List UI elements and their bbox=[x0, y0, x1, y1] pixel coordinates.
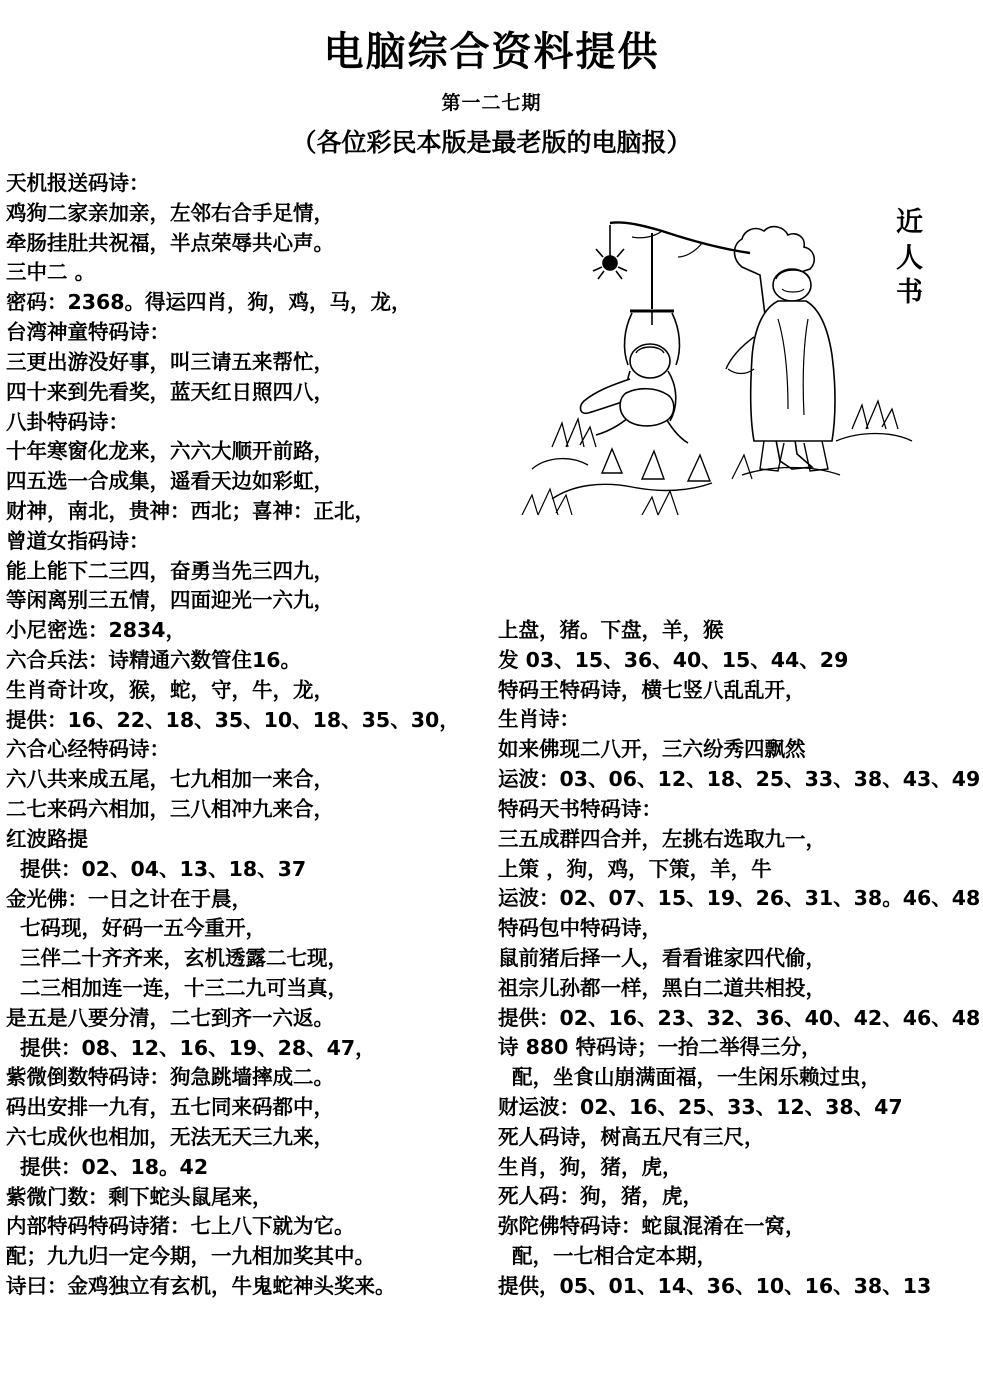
svg-text:近: 近 bbox=[896, 207, 923, 238]
right-text-column bbox=[498, 616, 983, 1302]
text-line: 弥陀佛特码诗：蛇鼠混淆在一窝， bbox=[498, 1214, 806, 1239]
text-line: 七码现，好码一五今重开， bbox=[20, 916, 266, 941]
text-line: 台湾神童特码诗： bbox=[6, 320, 170, 345]
svg-text:人: 人 bbox=[896, 243, 923, 274]
seal-calligraphy bbox=[896, 207, 923, 308]
text-line: 内部特码特码诗猪：七上八下就为它。 bbox=[6, 1214, 355, 1239]
text-line: 提供：02、18。42 bbox=[20, 1154, 209, 1179]
text-line: 三五成群四合并，左挑右选取九一， bbox=[498, 826, 826, 851]
issue-number: 第一二七期 bbox=[441, 92, 542, 114]
page-subtitle: （各位彩民本版是最老版的电脑报） bbox=[291, 128, 692, 157]
text-line: 鼠前猪后择一人，看看谁家四代偷， bbox=[498, 945, 826, 970]
text-line: 二七来码六相加，三八相冲九来合， bbox=[6, 797, 334, 822]
text-line: 祖宗儿孙都一样，黑白二道共相投， bbox=[498, 975, 826, 1000]
text-line: 诗曰：金鸡独立有玄机，牛鬼蛇神头奖来。 bbox=[6, 1274, 396, 1299]
text-line: 提供：08、12、16、19、28、47， bbox=[20, 1035, 376, 1060]
text-line: 等闲离别三五情，四面迎光一六九， bbox=[6, 588, 334, 613]
text-line: 生肖，狗，猪，虎， bbox=[498, 1154, 683, 1179]
text-line: 是五是八要分清，二七到齐一六返。 bbox=[6, 1005, 334, 1030]
text-line: 上盘，猪。下盘，羊，猴 bbox=[498, 618, 724, 642]
text-line: 特码天书特码诗： bbox=[498, 796, 662, 821]
text-line: 配；九九归一定今期，一九相加奖其中。 bbox=[6, 1244, 375, 1269]
text-line: 密码：2368。得运四肖，狗，鸡，马，龙， bbox=[6, 290, 412, 315]
text-line: 十年寒窗化龙来，六六大顺开前路， bbox=[6, 439, 334, 464]
text-line: 特码王特码诗，横七竖八乱乱开， bbox=[498, 677, 806, 702]
text-line: 四五选一合成集，遥看天边如彩虹， bbox=[6, 469, 334, 494]
text-line: 如来佛现二八开，三六纷秀四飘然 bbox=[498, 737, 806, 762]
text-line: 生肖诗： bbox=[498, 707, 580, 732]
text-line: 生肖奇计攻，猴，蛇，守，牛，龙， bbox=[6, 677, 334, 702]
text-line: 配，坐食山崩满面福，一生闲乐赖过虫， bbox=[512, 1065, 881, 1090]
text-line: 提供：16、22、18、35、10、18、35、30， bbox=[6, 707, 460, 732]
text-line: 小尼密选：2834， bbox=[6, 618, 187, 643]
text-line: 六八共来成五尾，七九相加一来合， bbox=[6, 767, 334, 792]
text-line: 四十来到先看奖，蓝天红日照四八， bbox=[6, 379, 334, 404]
text-line: 二三相加连一连，十三二九可当真， bbox=[20, 975, 348, 1000]
text-line: 财神，南北，贵神：西北；喜神：正北， bbox=[6, 498, 375, 523]
text-line: 六七成伙也相加，无法无天三九来， bbox=[6, 1125, 334, 1149]
text-line: 提供：02、04、13、18、37 bbox=[20, 856, 307, 881]
left-text-column bbox=[6, 169, 496, 1302]
text-line: 金光佛：一日之计在于晨， bbox=[6, 886, 252, 911]
page-title: 电脑综合资料提供 bbox=[323, 29, 660, 75]
text-line: 三伴二十齐齐来，玄机透露二七现， bbox=[20, 946, 348, 971]
text-line: 六合心经特码诗： bbox=[6, 737, 170, 762]
text-line: 八卦特码诗： bbox=[6, 409, 129, 434]
text-line: 配，一七相合定本期， bbox=[512, 1244, 717, 1269]
text-line: 紫微门数：剩下蛇头鼠尾来， bbox=[6, 1184, 273, 1209]
text-line: 能上能下二三四，奋勇当先三四九， bbox=[6, 558, 334, 583]
text-line: 曾道女指码诗： bbox=[6, 528, 150, 553]
text-line: 死人码诗，树高五尺有三尺， bbox=[498, 1124, 765, 1149]
text-line: 三更出游没好事，叫三请五来帮忙， bbox=[6, 349, 334, 374]
text-line: 三中二 。 bbox=[6, 260, 96, 285]
text-line: 财运波：02、16、25、33、12、38、47 bbox=[498, 1095, 903, 1119]
text-line: 鸡狗二家亲加亲，左邻右合手足情， bbox=[6, 200, 334, 225]
text-line: 运波：03、06、12、18、25、33、38、43、49 bbox=[498, 767, 981, 792]
text-line: 牵肠挂肚共祝福，半点荣辱共心声。 bbox=[6, 230, 334, 255]
ink-painting-illustration bbox=[492, 179, 983, 609]
text-line: 紫微倒数特码诗：狗急跳墙摔成二。 bbox=[6, 1065, 334, 1090]
svg-text:书: 书 bbox=[896, 277, 923, 308]
text-line: 运波：02、07、15、19、26、31、38。46、48 bbox=[498, 886, 981, 911]
text-line: 特码包中特码诗， bbox=[498, 916, 662, 941]
text-line: 红波路提 bbox=[6, 826, 88, 851]
text-line: 天机报送码诗： bbox=[6, 171, 150, 195]
text-line: 提供，05、01、14、36、10、16、38、13 bbox=[498, 1273, 932, 1298]
text-line: 诗 880 特码诗；一抬二举得三分， bbox=[498, 1035, 822, 1060]
text-line: 六合兵法：诗精通六数管住16。 bbox=[6, 648, 302, 672]
text-line: 死人码：狗，猪，虎， bbox=[498, 1184, 703, 1209]
text-line: 提供：02、16、23、32、36、40、42、46、48 bbox=[498, 1005, 981, 1030]
text-line: 上策 ，狗，鸡，下策，羊，牛 bbox=[498, 856, 772, 881]
text-line: 码出安排一九有，五七同来码都中， bbox=[6, 1095, 334, 1120]
text-line: 发 03、15、36、40、15、44、29 bbox=[498, 647, 849, 672]
